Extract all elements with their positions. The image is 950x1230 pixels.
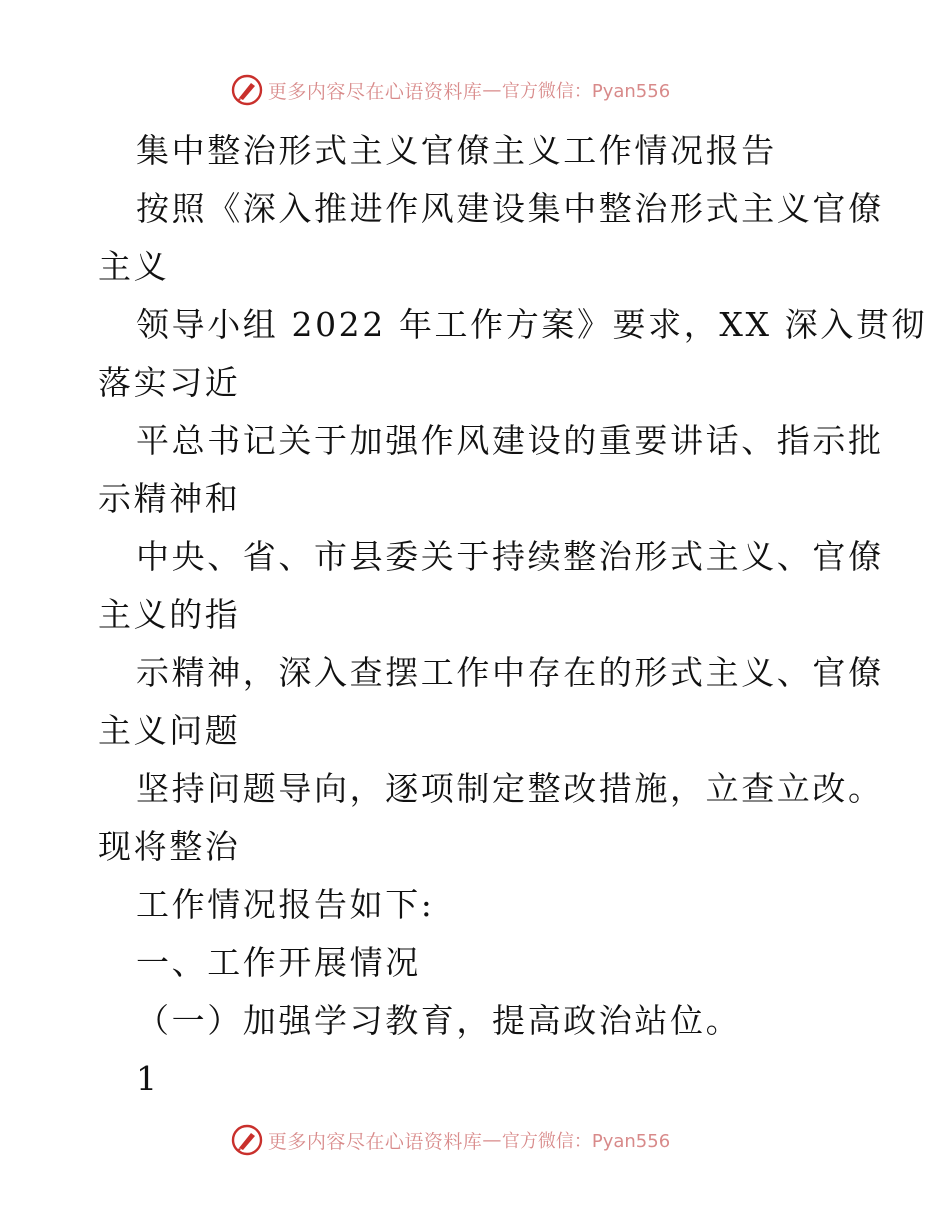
watermark-contact: 官方微信：Pyan556 bbox=[501, 1131, 671, 1152]
subsection-heading: （一）加强学习教育，提高政治站位。 bbox=[136, 1001, 742, 1040]
document-body bbox=[98, 122, 928, 1108]
watermark-dash: — bbox=[482, 1129, 502, 1151]
paragraph-line: 主义问题 bbox=[98, 711, 241, 750]
paragraph-line: 工作情况报告如下: bbox=[136, 885, 435, 924]
watermark-contact: 官方微信：Pyan556 bbox=[501, 81, 671, 102]
section-heading: 一、工作开展情况 bbox=[136, 943, 421, 982]
page-number: 1 bbox=[136, 1059, 160, 1098]
paragraph-line: 示精神和 bbox=[98, 479, 241, 518]
footer-watermark bbox=[0, 1120, 950, 1160]
watermark-dash: — bbox=[482, 79, 502, 101]
paragraph-line: 坚持问题导向，逐项制定整改措施，立查立改。 bbox=[136, 769, 884, 808]
paragraph-line: 平总书记关于加强作风建设的重要讲话、指示批 bbox=[136, 421, 884, 460]
pen-nib-icon bbox=[230, 1123, 264, 1157]
paragraph-line: 中央、省、市县委关于持续整治形式主义、官僚 bbox=[136, 537, 884, 576]
paragraph-line: 领导小组 2022 年工作方案》要求，XX 深入贯彻 bbox=[136, 305, 928, 344]
watermark-text: 更多内容尽在心语资料库 bbox=[267, 1130, 483, 1153]
paragraph-line: 主义的指 bbox=[98, 595, 241, 634]
pen-nib-icon bbox=[230, 73, 264, 107]
paragraph-line: 现将整治 bbox=[98, 827, 241, 866]
paragraph-line: 主义 bbox=[98, 247, 170, 286]
header-watermark bbox=[0, 70, 950, 110]
paragraph-line: 按照《深入推进作风建设集中整治形式主义官僚 bbox=[136, 189, 884, 228]
paragraph-line: 示精神，深入查摆工作中存在的形式主义、官僚 bbox=[136, 653, 884, 692]
paragraph-line: 落实习近 bbox=[98, 363, 241, 402]
watermark-text: 更多内容尽在心语资料库 bbox=[267, 80, 483, 103]
document-title: 集中整治形式主义官僚主义工作情况报告 bbox=[136, 131, 777, 170]
